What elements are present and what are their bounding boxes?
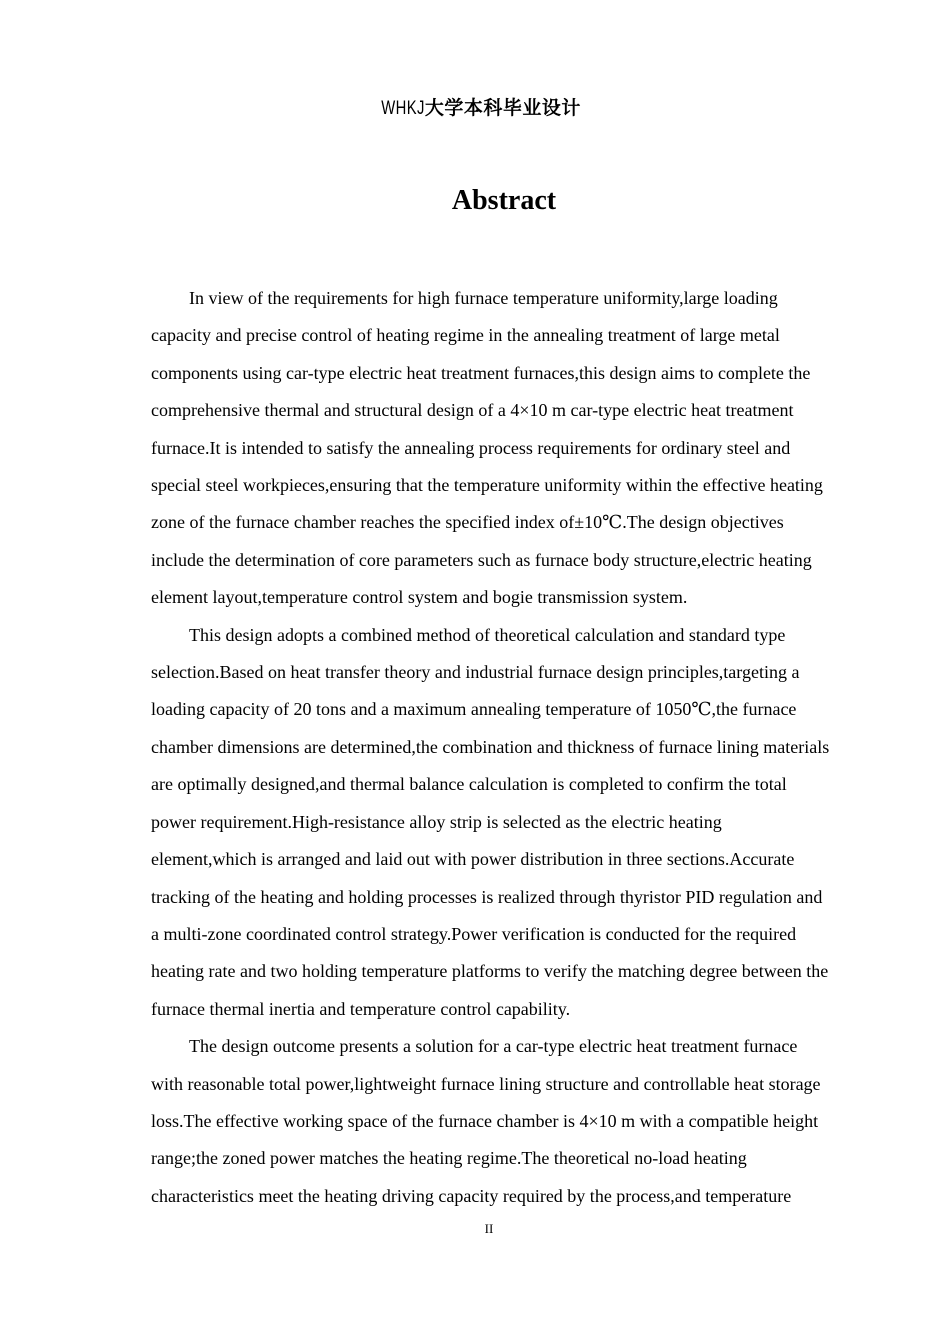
text-line: loading capacity of 20 tons and a maximum annealing temperature of 1050℃,the furnace [151, 699, 797, 720]
page-number: II [484, 1221, 494, 1236]
text-line: special steel workpieces,ensuring that the temperature uniformity within the effective heating [151, 475, 823, 496]
abstract-body [113, 280, 843, 1215]
text-line: zone of the furnace chamber reaches the specified index of±10℃.The design objectives [151, 512, 784, 533]
text-line: a multi-zone coordinated control strategy.Power verification is conducted for the required [151, 923, 797, 944]
text-line: heating rate and two holding temperature platforms to verify the matching degree between the [151, 961, 829, 982]
text-line: element,which is arranged and laid out with power distribution in three sections.Accurate [151, 849, 795, 870]
text-line: loss.The effective working space of the furnace chamber is 4×10 m with a compatible height [151, 1110, 819, 1131]
text-line: The design outcome presents a solution for a car-type electric heat treatment furnace [189, 1036, 798, 1057]
abstract-title: Abstract [451, 185, 557, 216]
running-header [0, 96, 950, 121]
paragraph-3 [113, 1028, 843, 1215]
header-cjk-text: 大学本科毕业设计 [424, 97, 581, 119]
text-line: furnace thermal inertia and temperature control capability. [151, 998, 571, 1019]
text-line: chamber dimensions are determined,the combination and thickness of furnace lining materials [151, 736, 830, 757]
text-line: In view of the requirements for high furnace temperature uniformity,large loading [189, 288, 778, 308]
text-line: furnace.It is intended to satisfy the annealing process requirements for ordinary steel and [151, 437, 791, 458]
paragraph-2 [113, 617, 843, 1028]
text-line: components using car-type electric heat treatment furnaces,this design aims to complete the [151, 362, 811, 383]
paragraph-1 [113, 280, 843, 617]
text-line: selection.Based on heat transfer theory and industrial furnace design principles,targeting a [151, 662, 800, 683]
text-line: tracking of the heating and holding processes is realized through thyristor PID regulation and [151, 886, 823, 907]
text-line: are optimally designed,and thermal balance calculation is completed to confirm the total [151, 774, 787, 795]
text-line: comprehensive thermal and structural design of a 4×10 m car-type electric heat treatment [151, 400, 794, 421]
text-line: power requirement.High-resistance alloy strip is selected as the electric heating [151, 811, 722, 832]
text-line: capacity and precise control of heating regime in the annealing treatment of large metal [151, 325, 780, 346]
text-line: with reasonable total power,lightweight furnace lining structure and controllable heat storage [151, 1073, 821, 1094]
header-latin-text: WHKJ [381, 98, 425, 119]
text-line: include the determination of core parameters such as furnace body structure,electric heating [151, 549, 812, 570]
text-line: characteristics meet the heating driving capacity required by the process,and temperature [151, 1185, 792, 1206]
text-line: range;the zoned power matches the heating regime.The theoretical no-load heating [151, 1148, 747, 1169]
text-line: element layout,temperature control system and bogie transmission system. [151, 587, 688, 608]
text-line: This design adopts a combined method of theoretical calculation and standard type [189, 624, 786, 645]
